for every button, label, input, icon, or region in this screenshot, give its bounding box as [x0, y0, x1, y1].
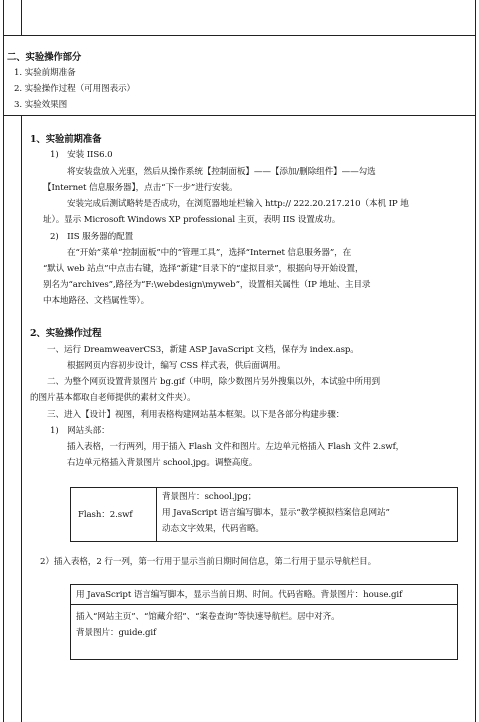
bg-cell-line1: 背景图片：school.jpg； — [162, 492, 257, 502]
inner-cell-divider — [21, 115, 22, 722]
nav-row-line1: 插入“网站主页”、“馆藏介绍”、“案卷查询”等快速导航栏。居中对齐。 — [76, 612, 340, 622]
process-line4: 的图片基本都取自老师提供的素材文件夹）。 — [30, 393, 196, 403]
row-divider-2 — [3, 115, 476, 116]
process-heading: 2、实验操作过程 — [30, 328, 102, 339]
prep-p2-line3: 别名为“archives”,路径为“F:\webdesign\myweb”，设置相关属性（IP 地址、主目录 — [43, 280, 371, 290]
sub1-line1: 插入表格，一行两列，用于插入 Flash 文件和图片。左边单元格插入 Flash 文件 2.swf， — [67, 442, 405, 452]
prep-p1-line3: 安装完成后测试略转是否成功，在浏览器地址栏输入 http:// 222.20.217.210（本机 IP 地 — [67, 199, 409, 209]
section-item-2: 2. 实验操作过程（可用图表示） — [14, 84, 136, 94]
row-divider-1 — [3, 35, 476, 36]
sub1-line2: 右边单元格插入背景图片 school.jpg。调整高度。 — [67, 458, 258, 468]
prep-p2-line1: 在“开始”菜单“控制面板”中的“管理工具”，选择“Internet 信息服务器”，在 — [67, 248, 352, 258]
process-line1: 一、运行 DreamweaverCS3，新建 ASP JavaScript 文档，保存为 index.asp。 — [47, 345, 359, 355]
prep-p2-line4: 中本地路径、文档属性等）。 — [43, 296, 150, 306]
bg-cell-line2: 用 JavaScript 语言编写脚本，显示“教学模拟档案信息网站” — [162, 508, 390, 518]
date-row: 用 JavaScript 语言编写脚本，显示当前日期、时间。代码省略。背景图片：house.gif — [76, 590, 403, 600]
process-line3: 二、为整个网页设置背景图片 bg.gif（申明，除少数图片另外搜集以外，本试验中所用到 — [47, 377, 380, 387]
prep-p1-line1: 将安装盘放入光驱，然后从操作系统【控制面板】——【添加/删除组件】——勾选 — [67, 167, 376, 177]
table-border-left — [3, 0, 4, 722]
bg-cell-line3: 动态文字效果，代码省略。 — [162, 524, 264, 534]
prep-p1-line4: 址）。显示 Microsoft Windows XP professional 主页，表明 IIS 设置成功。 — [43, 215, 341, 225]
flash-cell: Flash：2.swf — [78, 510, 133, 520]
top-cell-divider — [21, 0, 22, 35]
section-title: 二、实验操作部分 — [7, 52, 82, 63]
section-item-3: 3. 实验效果图 — [14, 100, 68, 110]
prep-step2-title: 2) IIS 服务器的配置 — [50, 232, 134, 242]
prep-p2-line2: “默认 web 站点”中点击右键，选择“新建”目录下的“虚拟目录”，根据向导开始设置， — [43, 264, 364, 274]
process-line5: 三、进入【设计】视图，利用表格构建网站基本框架。以下是各部分构建步骤： — [47, 410, 345, 420]
prep-step1-title: 1) 安装 IIS6.0 — [50, 150, 113, 160]
table-border-right — [475, 0, 476, 722]
prep-heading: 1、实验前期准备 — [30, 134, 102, 145]
date-nav-row-divider — [70, 604, 458, 605]
sub2-line: 2）插入表格，2 行一列，第一行用于显示当前日期时间信息，第二行用于显示导航栏目。 — [40, 557, 377, 567]
process-line2: 根据网页内容初步设计，编写 CSS 样式表，供后面调用。 — [67, 361, 286, 371]
header-table-divider — [156, 487, 157, 541]
sub1-title: 1) 网站头部： — [50, 426, 110, 436]
prep-p1-line2: 【Internet 信息服务器】，点击“下一步”进行安装。 — [43, 183, 238, 193]
nav-row-line2: 背景图片：guide.gif — [76, 628, 157, 638]
section-item-1: 1. 实验前期准备 — [14, 68, 76, 78]
